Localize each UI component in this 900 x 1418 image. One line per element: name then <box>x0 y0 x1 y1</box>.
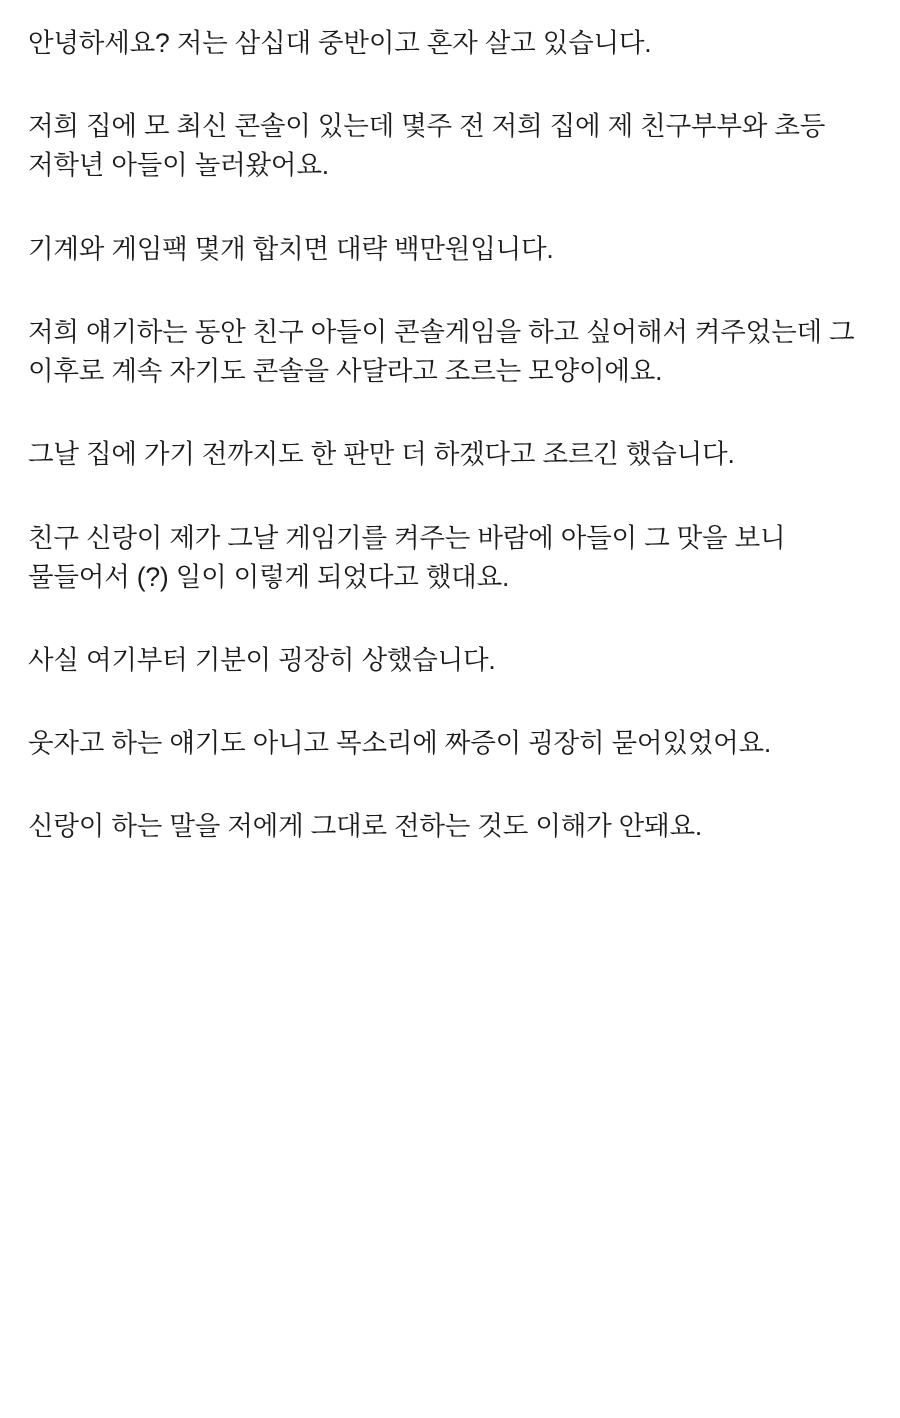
paragraph: 그날 집에 가기 전까지도 한 판만 더 하겠다고 조르긴 했습니다. <box>28 439 735 470</box>
paragraph: 웃자고 하는 얘기도 아니고 목소리에 짜증이 굉장히 묻어있었어요. <box>28 728 772 759</box>
paragraph: 저희 얘기하는 동안 친구 아들이 콘솔게임을 하고 싶어해서 켜주었는데 그 이후로 계속 자기도 콘솔을 사달라고 조르는 모양이에요. <box>28 316 855 387</box>
paragraph: 기계와 게임팩 몇개 합치면 대략 백만원입니다. <box>28 233 554 264</box>
paragraph: 신랑이 하는 말을 저에게 그대로 전하는 것도 이해가 안돼요. <box>28 811 703 842</box>
paragraph: 저희 집에 모 최신 콘솔이 있는데 몇주 전 저희 집에 제 친구부부와 초등 저학년 아들이 놀러왔어요. <box>28 111 826 181</box>
paragraph: 안녕하세요? 저는 삼십대 중반이고 혼자 살고 있습니다. <box>28 28 652 58</box>
paragraph: 사실 여기부터 기분이 굉장히 상했습니다. <box>28 644 496 675</box>
paragraph: 친구 신랑이 제가 그날 게임기를 켜주는 바람에 아들이 그 맛을 보니 물들어서 (?) 일이 이렇게 되었다고 했대요. <box>28 522 786 592</box>
